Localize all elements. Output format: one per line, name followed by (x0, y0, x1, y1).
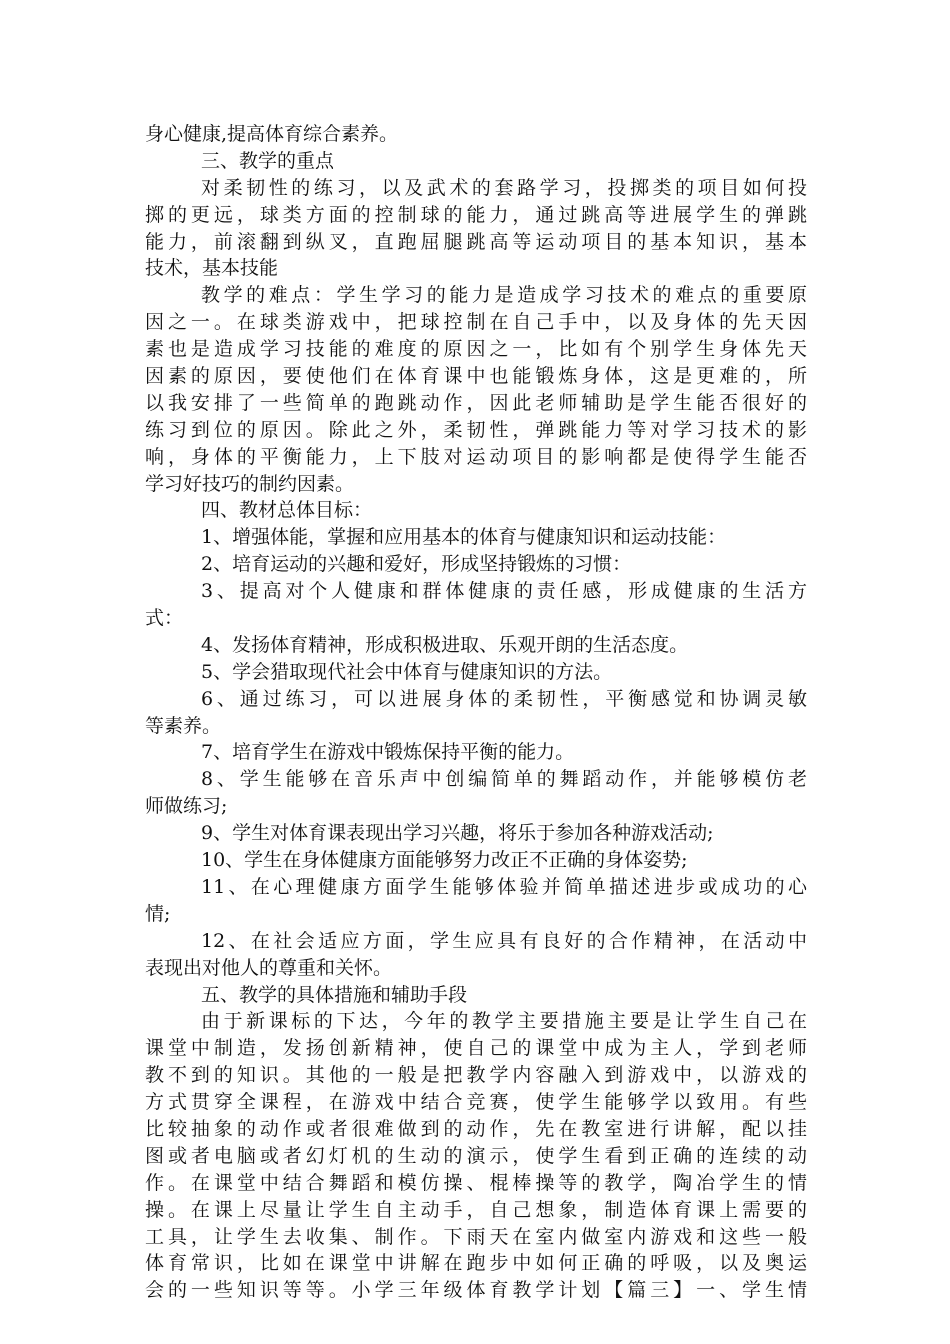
text-line: 三、教学的重点 (201, 149, 335, 172)
text-line: 情; (145, 902, 171, 925)
text-line: 教学的难点：学生学习的能力是造成学习技术的难点的重要原 (201, 284, 807, 307)
text-line: 工具，让学生去收集、制作。下雨天在室内做室内游戏和这些一般 (145, 1225, 807, 1248)
text-line: 1、增强体能，掌握和应用基本的体育与健康知识和运动技能： (201, 526, 727, 549)
text-line: 式： (145, 607, 184, 630)
document-body (145, 121, 807, 1304)
text-line: 掷的更远，球类方面的控制球的能力，通过跳高等进展学生的弹跳 (145, 203, 807, 226)
text-line: 比较抽象的动作或者很难做到的动作，先在教室进行讲解，配以挂 (145, 1117, 807, 1140)
text-line: 4、发扬体育精神，形成积极进取、乐观开朗的生活态度。 (201, 633, 689, 656)
text-line: 6、通过练习，可以进展身体的柔韧性，平衡感觉和协调灵敏 (201, 687, 807, 710)
text-line: 四、教材总体目标： (201, 499, 373, 522)
text-line: 等素养。 (145, 714, 222, 737)
text-line: 课堂中制造，发扬创新精神，使自己的课堂中成为主人，学到老师 (145, 1037, 807, 1060)
text-line: 由于新课标的下达，今年的教学主要措施主要是让学生自己在 (201, 1010, 807, 1033)
text-line: 对柔韧性的练习，以及武术的套路学习，投掷类的项目如何投 (201, 176, 807, 199)
text-line: 教不到的知识。其他的一般是把教学内容融入到游戏中，以游戏的 (145, 1064, 807, 1087)
text-line: 11、在心理健康方面学生能够体验并简单描述进步或成功的心 (201, 875, 807, 898)
text-line: 3、提高对个人健康和群体健康的责任感，形成健康的生活方 (201, 580, 807, 603)
text-line: 5、学会猎取现代社会中体育与健康知识的方法。 (201, 660, 613, 683)
text-line: 响，身体的平衡能力，上下肢对运动项目的影响都是使得学生能否 (145, 445, 807, 468)
text-line: 学习好技巧的制约因素。 (145, 472, 355, 495)
text-line: 12、在社会适应方面，学生应具有良好的合作精神，在活动中 (201, 929, 807, 952)
text-line: 表现出对他人的尊重和关怀。 (145, 956, 393, 979)
text-line: 体育常识，比如在课堂中讲解在跑步中如何正确的呼吸，以及奥运 (145, 1252, 807, 1275)
text-line: 10、学生在身体健康方面能够努力改正不正确的身体姿势; (201, 849, 688, 872)
text-line: 会的一些知识等等。小学三年级体育教学计划【篇三】一、学生情 (145, 1279, 807, 1302)
text-line: 方式贯穿全课程，在游戏中结合竞赛，使学生能够学以致用。有些 (145, 1091, 807, 1114)
text-line: 操。在课上尽量让学生自主动手，自己想象，制造体育课上需要的 (145, 1198, 807, 1221)
text-line: 图或者电脑或者幻灯机的生动的演示，使学生看到正确的连续的动 (145, 1144, 807, 1167)
text-line: 2、培育运动的兴趣和爱好，形成坚持锻炼的习惯： (201, 553, 632, 576)
text-line: 能力，前滚翻到纵叉，直跑屈腿跳高等运动项目的基本知识，基本 (145, 230, 807, 253)
text-line: 身心健康,提高体育综合素养。 (145, 123, 399, 145)
text-line: 因之一。在球类游戏中，把球控制在自己手中，以及身体的先天因 (145, 311, 807, 334)
text-line: 9、学生对体育课表现出学习兴趣，将乐于参加各种游戏活动; (201, 822, 714, 845)
text-line: 7、培育学生在游戏中锻炼保持平衡的能力。 (201, 741, 575, 764)
text-line: 练习到位的原因。除此之外，柔韧性，弹跳能力等对学习技术的影 (145, 418, 807, 441)
text-line: 8、学生能够在音乐声中创编简单的舞蹈动作，并能够模仿老 (201, 768, 807, 791)
text-line: 作。在课堂中结合舞蹈和模仿操、棍棒操等的教学，陶冶学生的情 (145, 1171, 807, 1194)
text-line: 因素的原因，要使他们在体育课中也能锻炼身体，这是更难的，所 (145, 365, 807, 388)
text-line: 素也是造成学习技能的难度的原因之一，比如有个别学生身体先天 (145, 338, 807, 361)
text-line: 师做练习; (145, 795, 228, 818)
text-line: 五、教学的具体措施和辅助手段 (201, 983, 468, 1006)
text-line: 技术，基本技能 (145, 257, 279, 280)
text-line: 以我安排了一些简单的跑跳动作，因此老师辅助是学生能否很好的 (145, 391, 807, 414)
